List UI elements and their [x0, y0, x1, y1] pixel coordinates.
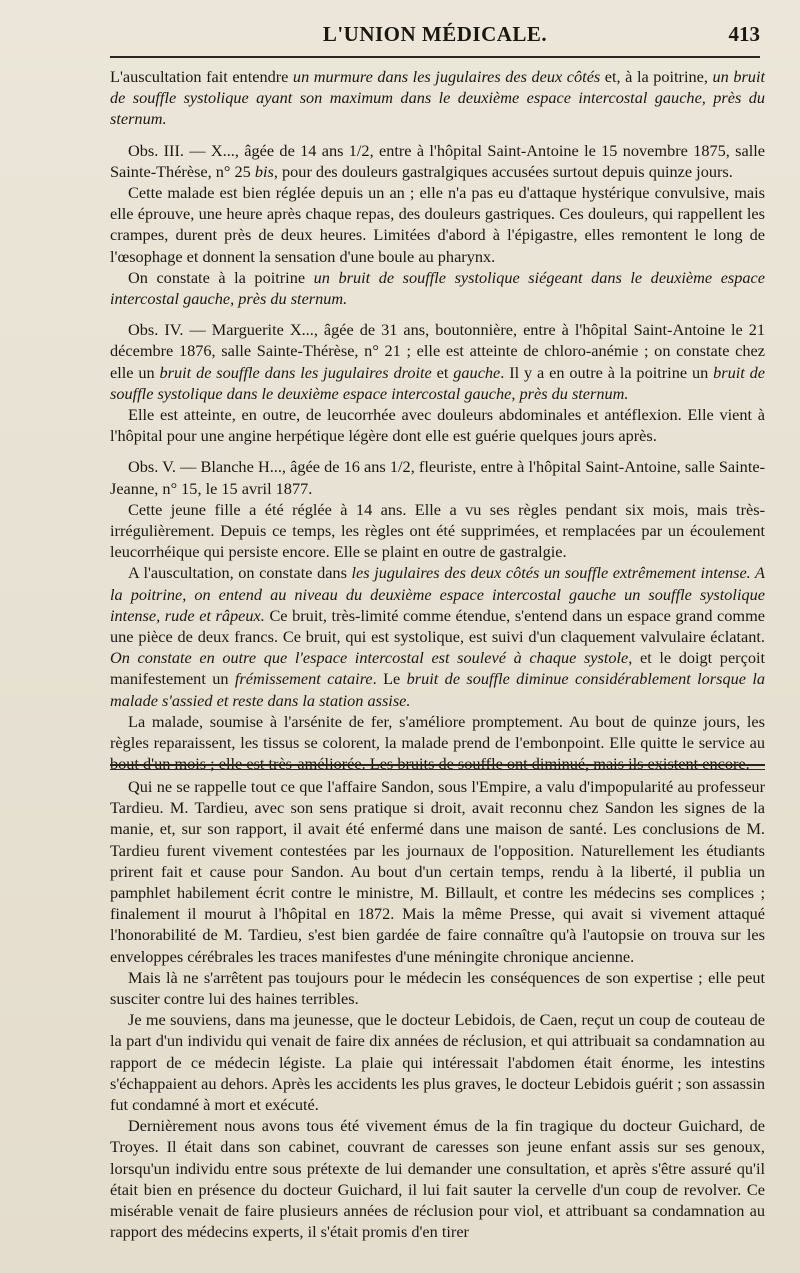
text-run: Obs. III. — X..., âgée de 14 ans 1/2, entre à l'hôpital Saint-Antoine le 15 novembre 1875, salle Sainte-Thérèse, n° 25	[110, 140, 765, 181]
paragraph	[110, 1115, 765, 1242]
text-run: , et le doigt perçoit manifestement un	[110, 648, 766, 689]
paragraph	[110, 562, 765, 710]
text-run: , pour des douleurs gastralgiques accusées surtout depuis quinze jours.	[273, 161, 733, 181]
paragraph	[110, 499, 765, 563]
paragraph	[110, 182, 765, 267]
text-run: Mais là ne s'arrêtent pas toujours pour le médecin les conséquences de son expertise ; elle peut susciter contre lui des haines terribles.	[110, 967, 765, 1009]
paragraph	[110, 1009, 765, 1115]
section-separator-rule	[110, 764, 765, 766]
italic-text: un murmure dans les jugulaires des deux côtés	[292, 67, 601, 86]
clinical-observations-section	[110, 66, 765, 775]
italic-text: On constate en outre que l'espace intercostal est soulevé à chaque systole	[110, 648, 629, 668]
text-run: Ce bruit, très-limité comme étendue, s'entend dans un espace grand comme une pièce de deux francs. Ce bruit, qui est systolique, est suivi d'un claquement valvulaire éclatant.	[110, 605, 765, 647]
paragraph	[110, 456, 765, 498]
text-run: Elle est atteinte, en outre, de leucorrhée avec douleurs abdominales et antéflexion. Elle vient à l'hôpital pour une angine herpétique légère dont elle est guérie quelques jours après.	[110, 405, 765, 446]
paragraph	[110, 776, 765, 967]
text-run: Obs. V. — Blanche H..., âgée de 16 ans 1/2, fleuriste, entre à l'hôpital Saint-Antoine, salle Sainte-Jeanne, n° 15, le 15 avril 1877.	[110, 457, 765, 498]
italic-text: bruit de souffle systolique dans le deuxième espace intercostal gauche, près du sternum.	[110, 362, 765, 403]
text-run: La malade, soumise à l'arsénite de fer, s'améliore promptement. Au bout de quinze jours, les règles reparaissent, les tissus se colorent, la malade prend de l'embonpoint. Elle quitte le service au bout d'un mois ; elle est très-améliorée. Les bruits de souffle ont diminué, mais ils existent encore.	[110, 711, 765, 774]
text-run: Je me souviens, dans ma jeunesse, que le docteur Lebidois, de Caen, reçut un coup de couteau de la part d'un individu qui venait de faire dix années de réclusion, et qui attribuait sa condamnation au rapport de ce médecin légiste. La plaie qui intéressait l'abdomen était énorme, les intestins s'échappaient au dehors. Après les accidents les plus graves, le docteur Lebidois guérit ; son assassin fut condamné à mort et exécuté.	[110, 1010, 765, 1115]
paragraph	[110, 140, 765, 182]
italic-text: un bruit de souffle systolique ayant son maximum dans le deuxième espace intercostal gauche, près du sternum.	[110, 67, 765, 129]
paragraph	[110, 319, 765, 404]
text-run: Dernièrement nous avons tous été vivement émus de la fin tragique du docteur Guichard, de Troyes. Il était dans son cabinet, couvrant de caresses son jeune enfant assis sur ses genoux, lorsqu'un individu entre sous prétexte de lui demander une consultation, et après s'être assuré qu'il était bien en présence du docteur Guichard, il lui fait sauter la cervelle d'un coup de revolver. Ce misérable venait de faire plusieurs années de réclusion pour viol, et attribuant sa condamnation au rapport des médecins experts, il s'était promis d'en tirer	[110, 1116, 765, 1242]
text-run: A l'auscultation, on constate dans	[128, 563, 352, 583]
text-run: Qui ne se rappelle tout ce que l'affaire Sandon, sous l'Empire, a valu d'impopularité au professeur Tardieu. M. Tardieu, avec son sens pratique si droit, avait reconnu chez Sandon les signes de la manie, et, sur son rapport, il avait été enfermé dans une maison de santé. Les conclusions de M. Tardieu furent vivement contestées par les journaux de l'opposition. Naturellement les étudiants prirent fait et cause pour Sandon. Au bout d'un certain temps, rendu à la liberté, il publia un pamphlet habilement écrit contre le ministre, M. Billault, et contre les médecins ses complices ; finalement il mourut à l'hôpital en 1872. Mais la même Presse, qui avait si vivement attaqué l'honorabilité de M. Tardieu, s'est bien gardée de faire connaître qu'à l'autopsie on trouva sur les enveloppes cérébrales les traces manifestes d'une méningite chronique ancienne.	[110, 777, 765, 966]
header-rule	[110, 56, 760, 58]
running-title: L'UNION MÉDICALE.	[322, 22, 548, 46]
text-run: Cette jeune fille a été réglée à 14 ans. Elle a vu ses règles pendant six mois, mais très-irrégulièrement. Depuis ce temps, les règles ont été supprimées, et remplacées par un écoulement leucorrhéique qui persiste encore. Elle se plaint en outre de gastralgie.	[110, 499, 765, 562]
text-run: . Il y a en outre à la poitrine un	[500, 362, 714, 382]
text-run: L'auscultation fait entendre	[110, 67, 293, 86]
feuilleton-section	[110, 776, 765, 1242]
italic-text: frémissement cataire	[234, 669, 373, 689]
page-number: 413	[728, 22, 760, 46]
italic-text: gauche	[453, 362, 501, 382]
paragraph	[110, 66, 765, 130]
italic-text: bis	[254, 161, 274, 181]
text-run: Obs. IV. — Marguerite X..., âgée de 31 ans, boutonnière, entre à l'hôpital Saint-Antoine le 21 décembre 1876, salle Sainte-Thérèse, n° 21 ; elle est atteinte de chloro-anémie ; on constate chez elle un	[110, 320, 765, 382]
section-separator-rule-thin	[110, 769, 765, 770]
text-run: On constate à la poitrine	[128, 267, 314, 287]
text-run: Cette malade est bien réglée depuis un an ; elle n'a pas eu d'attaque hystérique convulsive, mais elle éprouve, une heure après chaque repas, des douleurs gastriques. Ces douleurs, qui rappellent les crampes, durent près de deux heures. Limitées d'abord à l'épigastre, elles remontent le long de l'œsophage et donnent la sensation d'une boule au pharynx.	[110, 183, 765, 266]
italic-text: bruit de souffle diminue considérablement lorsque la malade s'assied et reste dans la station assise.	[110, 669, 765, 710]
italic-text: bruit de souffle dans les jugulaires droite	[159, 362, 432, 382]
text-run: et, à la poitrine,	[600, 67, 713, 86]
text-run: et	[431, 362, 454, 382]
paragraph	[110, 267, 765, 309]
page-header	[110, 22, 760, 52]
paragraph	[110, 967, 765, 1009]
text-run: . Le	[372, 669, 407, 689]
paragraph	[110, 404, 765, 446]
italic-text: un bruit de souffle systolique siégeant dans le deuxième espace intercostal gauche, près du sternum.	[110, 267, 765, 309]
italic-text: les jugulaires des deux côtés un souffle extrêmement intense. A la poitrine, on entend au niveau du deuxième espace intercostal gauche un souffle systolique intense, rude et râpeux.	[110, 563, 765, 625]
